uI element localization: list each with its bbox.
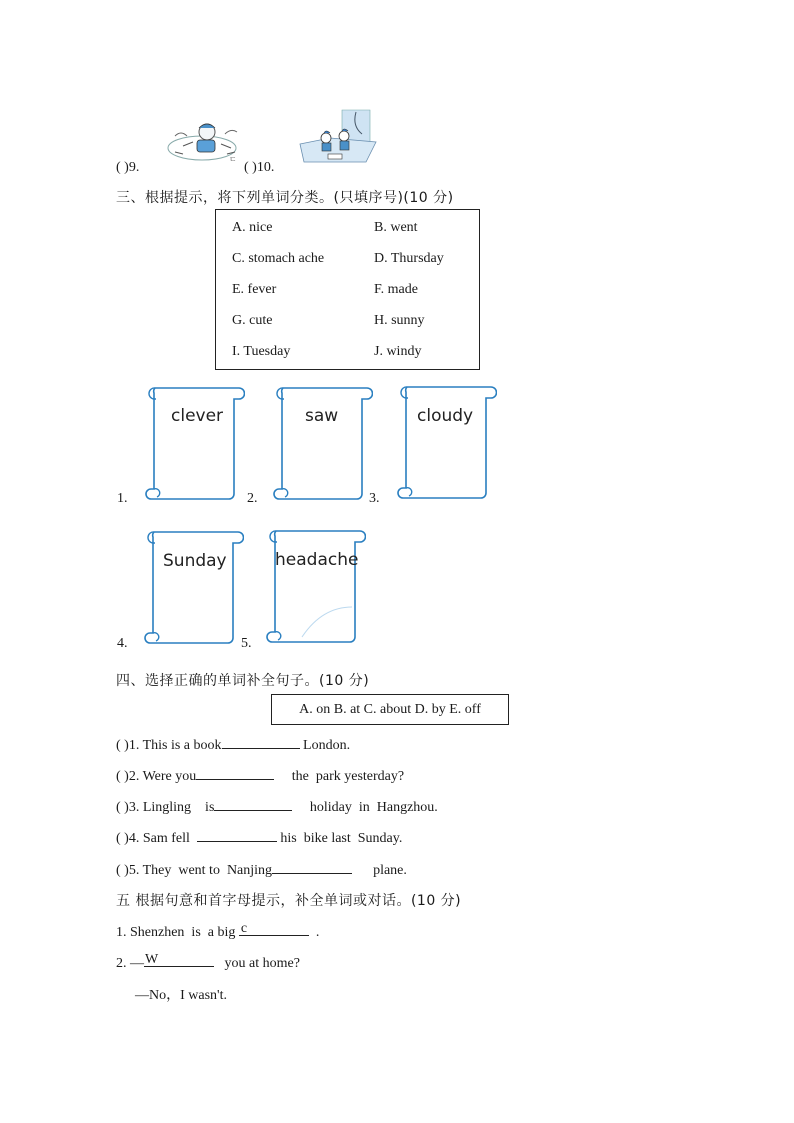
question-text: 1. Shenzhen is a big: [116, 925, 239, 940]
question-text: Sam fell: [142, 831, 197, 846]
section4-heading: 四、选择正确的单词补全句子。(10 分): [116, 673, 370, 689]
word-bank-box: [215, 209, 480, 370]
question-item: [116, 828, 402, 847]
answer-bracket[interactable]: ( )5.: [116, 863, 140, 878]
scroll-number: 3.: [369, 491, 380, 506]
word-option: E. fever: [232, 282, 277, 297]
answer-blank[interactable]: [214, 797, 292, 811]
question-item: [116, 953, 300, 972]
answer-blank[interactable]: [222, 735, 300, 749]
dialogue-reply: —No，I wasn't.: [135, 988, 227, 1003]
word-option: H. sunny: [374, 313, 425, 328]
scroll-icon: [269, 384, 373, 504]
question-item: [116, 735, 350, 754]
scroll-icon: [262, 527, 366, 647]
question-text: holiday in Hangzhou.: [292, 800, 438, 815]
q10-picture: [298, 108, 378, 166]
question-text: They went to Nanjing: [142, 863, 273, 878]
scroll-icon: [141, 384, 245, 504]
answer-blank[interactable]: [196, 766, 274, 780]
scroll-number: 1.: [117, 491, 128, 506]
scroll-word: Sunday: [163, 551, 227, 571]
question-item: [116, 922, 319, 941]
question-text: Lingling is: [142, 800, 215, 815]
q9-bracket: ( )9.: [116, 160, 140, 175]
scroll-number: 2.: [247, 491, 258, 506]
scroll-number: 5.: [241, 636, 252, 651]
scroll-icon: [393, 383, 497, 503]
question-item: [116, 860, 407, 879]
section3-heading: 三、根据提示，将下列单词分类。(只填序号)(10 分): [116, 190, 454, 206]
scroll-word: headache: [275, 550, 359, 570]
answer-bracket[interactable]: ( )3.: [116, 800, 140, 815]
options-text: A. on B. at C. about D. by E. off: [299, 701, 481, 717]
answer-blank[interactable]: [272, 860, 352, 874]
question-item: [116, 797, 438, 816]
word-option: D. Thursday: [374, 251, 444, 266]
word-option: A. nice: [232, 220, 273, 235]
section5-heading: 五 根据句意和首字母提示，补全单词或对话。(10 分): [116, 893, 462, 909]
scroll-word: saw: [305, 406, 339, 426]
word-option: J. windy: [374, 344, 422, 359]
question-text: This is a book: [142, 738, 222, 753]
question-text: the park yesterday?: [274, 769, 405, 784]
word-option: I. Tuesday: [232, 344, 291, 359]
word-option: B. went: [374, 220, 418, 235]
question-text: 2. —: [116, 956, 144, 971]
question-text: you at home?: [214, 956, 300, 971]
options-box: [271, 694, 509, 725]
scroll-word: clever: [171, 406, 224, 426]
question-text: Were you: [142, 769, 197, 784]
answer-bracket[interactable]: ( )2.: [116, 769, 140, 784]
question-text: .: [308, 925, 320, 940]
answer-bracket[interactable]: ( )4.: [116, 831, 140, 846]
word-option: C. stomach ache: [232, 251, 325, 266]
answer-bracket[interactable]: ( )1.: [116, 738, 140, 753]
q9-picture: [163, 118, 241, 166]
answer-blank[interactable]: [144, 953, 214, 967]
scroll-number: 4.: [117, 636, 128, 651]
question-text: plane.: [352, 863, 407, 878]
question-text: London.: [299, 738, 351, 753]
answer-blank[interactable]: [239, 922, 309, 936]
question-item: [116, 766, 404, 785]
q10-bracket: ( )10.: [244, 160, 275, 175]
scroll-icon: [140, 528, 244, 648]
answer-blank[interactable]: [197, 828, 277, 842]
word-option: F. made: [374, 282, 418, 297]
scroll-word: cloudy: [417, 406, 474, 426]
initial-letter: c: [240, 921, 248, 936]
initial-letter: W: [145, 952, 159, 967]
svg-text:ㄷ: ㄷ: [229, 155, 237, 164]
word-option: G. cute: [232, 313, 273, 328]
question-text: his bike last Sunday.: [276, 831, 403, 846]
